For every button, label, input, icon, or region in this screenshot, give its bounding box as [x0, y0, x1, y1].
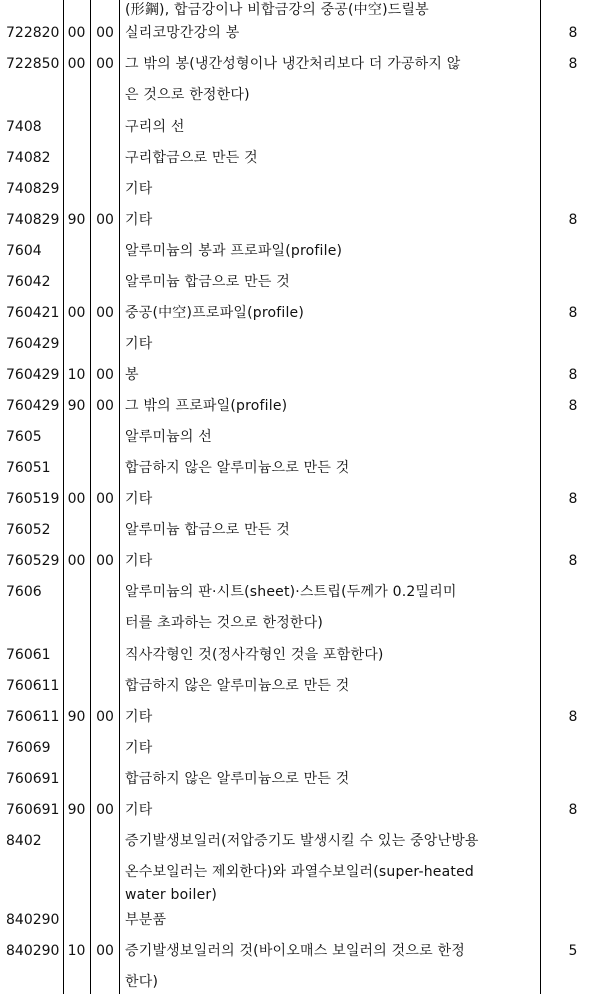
- hs-code-cell: 740829: [6, 212, 60, 228]
- description-line: 기타: [125, 740, 153, 756]
- sub-code-1-cell: 90: [67, 802, 86, 818]
- hs-code-cell: 760529: [6, 553, 60, 569]
- description-line: 알루미늄 합금으로 만든 것: [125, 274, 290, 290]
- description-line: 기타: [125, 336, 153, 352]
- sub-code-2-cell: 00: [96, 212, 114, 228]
- hs-code-cell: 760429: [6, 398, 60, 414]
- sub-code-2-cell: 00: [96, 491, 114, 507]
- hs-code-cell: 740829: [6, 181, 60, 197]
- description-line: 봉: [125, 367, 139, 383]
- sub-code-1-cell: 00: [67, 25, 86, 41]
- description-line: 알루미늄의 판·시트(sheet)·스트립(두께가 0.2밀리미: [125, 584, 457, 600]
- hs-code-cell: 760519: [6, 491, 60, 507]
- tariff-rate-cell: 8: [568, 305, 578, 321]
- tariff-rate-cell: 8: [568, 709, 578, 725]
- hs-code-cell: 76069: [6, 740, 51, 756]
- description-line: 중공(中空)프로파일(profile): [125, 305, 305, 321]
- hs-code-cell: 722820: [6, 25, 60, 41]
- sub-code-2-cell: 00: [96, 943, 114, 959]
- sub-code-1-cell: 90: [67, 398, 86, 414]
- hs-code-cell: 76051: [6, 460, 51, 476]
- hs-code-cell: 722850: [6, 56, 60, 72]
- hs-code-cell: 7606: [6, 584, 42, 600]
- description-line: 기타: [125, 212, 153, 228]
- sub-code-1-cell: 00: [67, 491, 86, 507]
- tariff-rate-cell: 8: [568, 553, 578, 569]
- description-line: 증기발생보일러의 것(바이오매스 보일러의 것으로 한정: [125, 943, 465, 959]
- hs-code-cell: 840290: [6, 943, 60, 959]
- tariff-rate-cell: 8: [568, 212, 578, 228]
- description-line: 증기발생보일러(저압증기도 발생시킬 수 있는 중앙난방용: [125, 833, 479, 849]
- sub-code-1-cell: 00: [67, 56, 86, 72]
- description-line: 기타: [125, 709, 153, 725]
- column-divider: [540, 0, 541, 994]
- tariff-rate-cell: 8: [568, 367, 578, 383]
- description-line: 한다): [125, 974, 159, 990]
- sub-code-2-cell: 00: [96, 802, 114, 818]
- tariff-rate-cell: 8: [568, 398, 578, 414]
- sub-code-1-cell: 90: [67, 212, 86, 228]
- sub-code-2-cell: 00: [96, 367, 114, 383]
- description-line: 터를 초과하는 것으로 한정한다): [125, 615, 324, 631]
- sub-code-2-cell: 00: [96, 305, 114, 321]
- hs-code-cell: 7605: [6, 429, 42, 445]
- hs-code-cell: 760691: [6, 771, 60, 787]
- hs-code-cell: 74082: [6, 150, 51, 166]
- column-divider: [119, 0, 120, 994]
- description-line: water boiler): [125, 887, 218, 903]
- description-line: 기타: [125, 491, 153, 507]
- hs-code-cell: 840290: [6, 912, 60, 928]
- description-line: 실리코망간강의 봉: [125, 25, 240, 41]
- tariff-rate-cell: 8: [568, 25, 578, 41]
- description-line: 알루미늄의 봉과 프로파일(profile): [125, 243, 343, 259]
- tariff-rate-cell: 5: [568, 943, 578, 959]
- hs-code-cell: 8402: [6, 833, 42, 849]
- hs-code-cell: 760611: [6, 678, 60, 694]
- sub-code-1-cell: 00: [67, 553, 86, 569]
- description-line: 합금하지 않은 알루미늄으로 만든 것: [125, 460, 350, 476]
- hs-code-cell: 760421: [6, 305, 60, 321]
- sub-code-2-cell: 00: [96, 709, 114, 725]
- description-line: 합금하지 않은 알루미늄으로 만든 것: [125, 678, 350, 694]
- description-line: 구리합금으로 만든 것: [125, 150, 258, 166]
- hs-code-cell: 76061: [6, 647, 51, 663]
- hs-code-cell: 7408: [6, 119, 42, 135]
- description-line: 구리의 선: [125, 119, 185, 135]
- description-line: 직사각형인 것(정사각형인 것을 포함한다): [125, 647, 384, 663]
- sub-code-2-cell: 00: [96, 56, 114, 72]
- hs-code-cell: 760429: [6, 367, 60, 383]
- tariff-rate-cell: 8: [568, 802, 578, 818]
- sub-code-2-cell: 00: [96, 553, 114, 569]
- description-line: 그 밖의 봉(냉간성형이나 냉간처리보다 더 가공하지 않: [125, 56, 461, 72]
- sub-code-1-cell: 00: [67, 305, 86, 321]
- tariff-rate-cell: 8: [568, 56, 578, 72]
- sub-code-1-cell: 90: [67, 709, 86, 725]
- description-line: (形鋼), 합금강이나 비합금강의 중공(中空)드릴봉: [125, 2, 429, 18]
- description-line: 알루미늄의 선: [125, 429, 212, 445]
- hs-code-cell: 760691: [6, 802, 60, 818]
- description-line: 기타: [125, 802, 153, 818]
- description-line: 은 것으로 한정한다): [125, 87, 250, 103]
- tariff-rate-cell: 8: [568, 491, 578, 507]
- hs-code-cell: 760611: [6, 709, 60, 725]
- hs-code-cell: 760429: [6, 336, 60, 352]
- description-line: 기타: [125, 181, 153, 197]
- description-line: 기타: [125, 553, 153, 569]
- sub-code-1-cell: 10: [67, 943, 86, 959]
- sub-code-2-cell: 00: [96, 398, 114, 414]
- sub-code-1-cell: 10: [67, 367, 86, 383]
- hs-code-cell: 76042: [6, 274, 51, 290]
- sub-code-2-cell: 00: [96, 25, 114, 41]
- description-line: 온수보일러는 제외한다)와 과열수보일러(super-heated: [125, 864, 474, 880]
- description-line: 부분품: [125, 912, 167, 928]
- hs-code-cell: 76052: [6, 522, 51, 538]
- description-line: 합금하지 않은 알루미늄으로 만든 것: [125, 771, 350, 787]
- description-line: 그 밖의 프로파일(profile): [125, 398, 288, 414]
- hs-code-cell: 7604: [6, 243, 42, 259]
- description-line: 알루미늄 합금으로 만든 것: [125, 522, 290, 538]
- column-divider: [90, 0, 91, 994]
